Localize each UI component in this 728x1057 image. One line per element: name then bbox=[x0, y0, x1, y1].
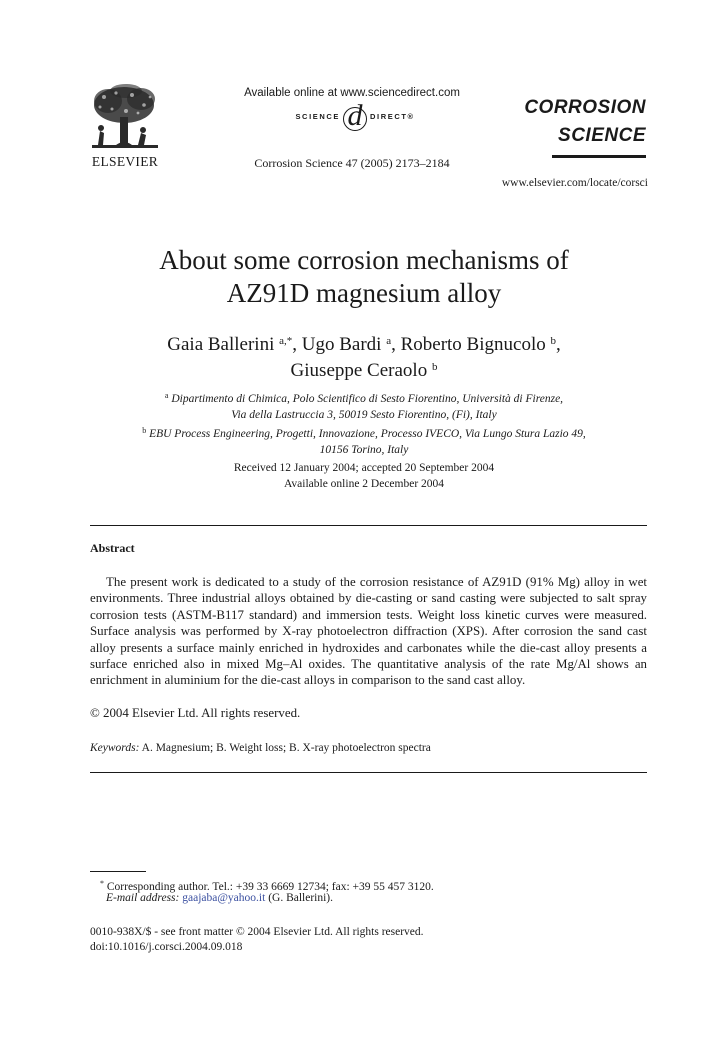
author-separator: , bbox=[555, 334, 561, 355]
publisher-name: ELSEVIER bbox=[91, 154, 159, 169]
article-dates bbox=[90, 461, 638, 492]
affiliation-line: EBU Process Engineering, Progetti, Innovazione, Processo IVECO, Via Lungo Stura Lazio 49, bbox=[149, 428, 586, 440]
journal-title-line1: CORROSION bbox=[524, 97, 646, 118]
journal-title-rule bbox=[552, 155, 646, 158]
journal-title-line2: SCIENCE bbox=[558, 125, 646, 146]
affiliation-line: Via della Lastruccia 3, 50019 Sesto Fiorentino, (Fi), Italy bbox=[231, 408, 497, 421]
abstract-copyright: © 2004 Elsevier Ltd. All rights reserved. bbox=[90, 706, 301, 720]
sd-direct-word: DIRECT® bbox=[370, 112, 415, 121]
available-online-note[interactable]: Available online at www.sciencedirect.com bbox=[244, 87, 460, 99]
footnote-rule bbox=[90, 871, 146, 872]
email-note bbox=[106, 891, 333, 906]
article-title bbox=[90, 244, 638, 310]
footnote-star: * bbox=[100, 879, 104, 888]
affil-mark: b bbox=[142, 426, 147, 435]
elsevier-tree-logo bbox=[86, 83, 164, 153]
affiliation-line: Dipartimento di Chimica, Polo Scientifico di Sesto Fiorentino, Università di Firenze, bbox=[171, 393, 564, 405]
corresponding-text: Corresponding author. Tel.: +39 33 6669 12734; fax: +39 55 457 3120. bbox=[106, 881, 434, 893]
journal-title bbox=[520, 94, 646, 150]
title-line-1: About some corrosion mechanisms of bbox=[159, 245, 569, 275]
author-name: Ugo Bardi bbox=[301, 334, 382, 355]
affiliations bbox=[90, 388, 638, 458]
author-affil-mark: a bbox=[386, 335, 392, 347]
tree-icon bbox=[86, 83, 164, 153]
email-label: E-mail address: bbox=[106, 892, 180, 904]
affiliation-line: 10156 Torino, Italy bbox=[319, 443, 409, 456]
sciencedirect-logo bbox=[260, 99, 450, 133]
author-name: Giuseppe Ceraolo bbox=[290, 360, 428, 381]
available-date: Available online 2 December 2004 bbox=[283, 477, 445, 490]
email-link[interactable]: gaajaba@yahoo.it bbox=[182, 892, 266, 904]
abstract-body bbox=[90, 574, 647, 689]
title-line-2: AZ91D magnesium alloy bbox=[226, 278, 502, 308]
abstract-bottom-rule bbox=[90, 772, 647, 773]
author-separator: , bbox=[391, 334, 401, 355]
author-name: Roberto Bignucolo bbox=[400, 334, 546, 355]
author-affil-mark: b bbox=[550, 335, 556, 347]
sd-mark: d bbox=[347, 99, 363, 132]
email-owner: (G. Ballerini). bbox=[268, 892, 334, 904]
author-separator: , bbox=[292, 334, 302, 355]
journal-reference: Corrosion Science 47 (2005) 2173–2184 bbox=[254, 156, 450, 170]
received-date: Received 12 January 2004; accepted 20 September 2004 bbox=[233, 462, 495, 474]
keywords-list: A. Magnesium; B. Weight loss; B. X-ray photoelectron spectra bbox=[141, 742, 431, 754]
abstract-heading: Abstract bbox=[90, 541, 135, 555]
author-affil-mark: b bbox=[431, 361, 438, 373]
journal-url[interactable]: www.elsevier.com/locate/corsci bbox=[501, 177, 648, 189]
keywords bbox=[90, 742, 431, 754]
keywords-label: Keywords: bbox=[90, 742, 140, 754]
author-name: Gaia Ballerini bbox=[167, 334, 275, 355]
sd-science-word: SCIENCE bbox=[295, 112, 340, 121]
affil-mark: a bbox=[164, 391, 169, 400]
issn-line: 0010-938X/$ - see front matter © 2004 Elsevier Ltd. All rights reserved. bbox=[90, 926, 424, 938]
abstract-top-rule bbox=[90, 525, 647, 526]
doi-line[interactable]: doi:10.1016/j.corsci.2004.09.018 bbox=[90, 941, 243, 953]
author-affil-mark: a,* bbox=[279, 335, 293, 347]
author-list bbox=[90, 330, 638, 382]
abstract-paragraph: The present work is dedicated to a study of the corrosion resistance of AZ91D (91% Mg) alloy in wet environments. Three industrial alloys obtained by die-casting or sand casting were subjected to salt spray corrosion tests (ASTM-B117 standard) and immersion tests. Weight loss kinetic curves were measured. Surface analysis was performed by X-ray photoelectron diffraction (XPS). After corrosion the sand cast alloy presents a surface mainly enriched in hydroxides and carbonates while the die-cast alloy presents a surface enriched also in mixed Mg–Al oxides. The quantitative analysis of the rate Mg/Al shows an enrichment in aluminium for the die-cast alloys in comparison to the sand cast alloy. bbox=[90, 575, 647, 688]
